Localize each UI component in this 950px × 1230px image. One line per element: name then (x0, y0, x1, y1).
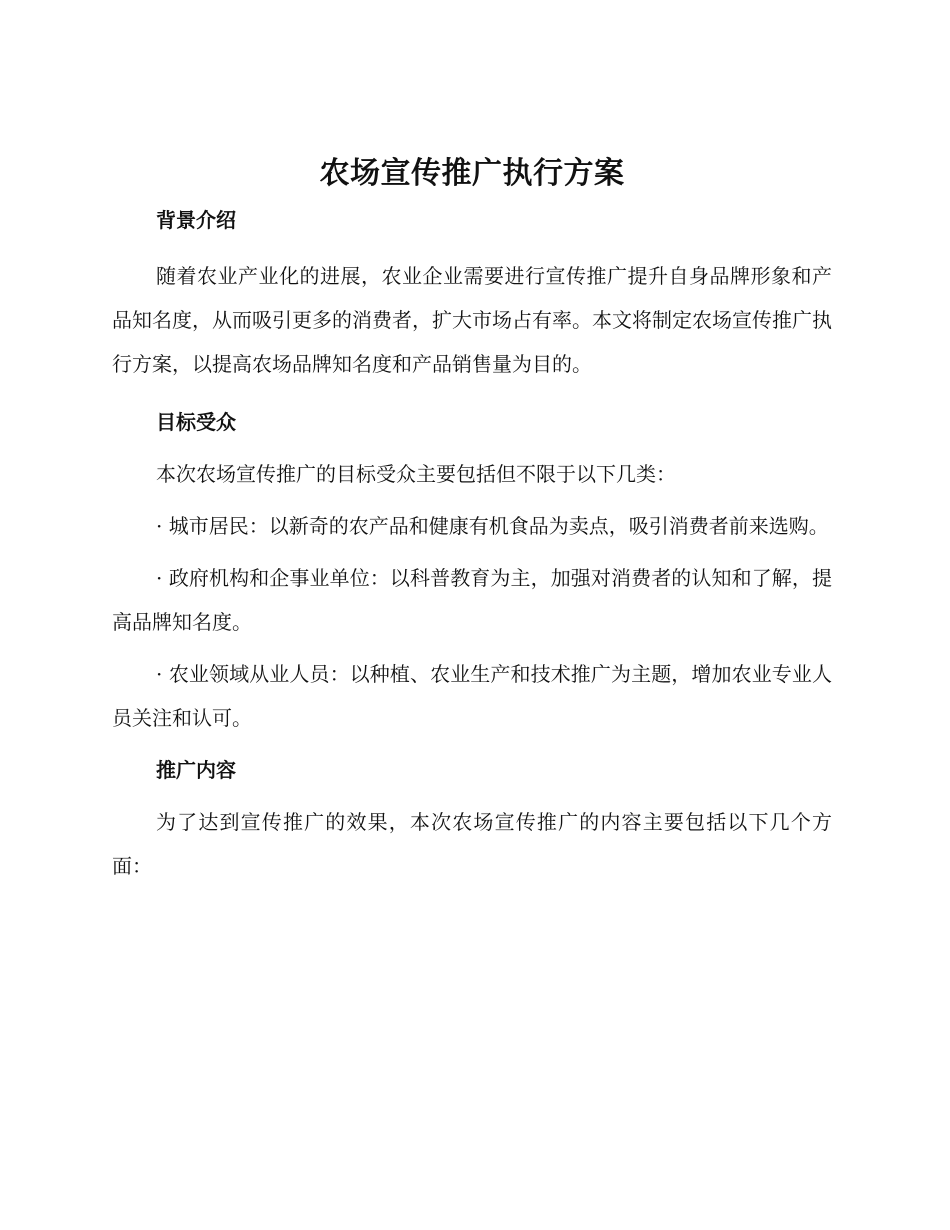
bullet-item-agriculture-professionals: · 农业领域从业人员：以种植、农业生产和技术推广为主题，增加农业专业人员关注和认可。 (112, 662, 832, 730)
paragraph-audience-intro: 本次农场宣传推广的目标受众主要包括但不限于以下几类： (156, 462, 676, 486)
paragraph-background: 随着农业产业化的进展，农业企业需要进行宣传推广提升自身品牌形象和产品知名度，从而吸引更多的消费者，扩大市场占有率。本文将制定农场宣传推广执行方案，以提高农场品牌知名度和产品销售量为目的。 (112, 264, 832, 376)
paragraph-promotion-content: 为了达到宣传推广的效果，本次农场宣传推广的内容主要包括以下几个方面： (112, 810, 832, 878)
section-heading-target-audience: 目标受众 (156, 410, 236, 434)
document-title: 农场宣传推广执行方案 (319, 156, 625, 191)
bullet-item-government-institutions: · 政府机构和企事业单位：以科普教育为主，加强对消费者的认知和了解，提高品牌知名度。 (112, 566, 832, 634)
section-heading-background: 背景介绍 (156, 208, 236, 232)
section-heading-promotion-content: 推广内容 (156, 758, 236, 782)
document-page (112, 148, 832, 888)
bullet-item-city-residents: · 城市居民：以新奇的农产品和健康有机食品为卖点，吸引消费者前来选购。 (156, 514, 829, 538)
